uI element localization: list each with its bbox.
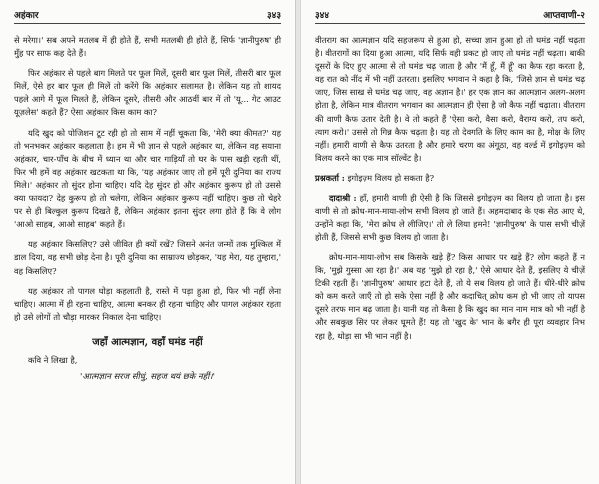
section-heading: जहाँ आत्मज्ञान, वहाँ घमंड नहीं	[92, 336, 203, 348]
left-page	[0, 0, 296, 484]
right-header-title: आप्तवाणी-२	[543, 11, 585, 21]
left-running-header	[14, 8, 281, 24]
left-paragraph-4: यह अहंकार किसलिए? उसे जीवित ही क्यों रखें? जिसने अनंत जन्मों तक मुश्किल में डाल दिया, वह सभी छोड़ देना है। पूरी दुनिया का साम्राज्य छोड़कर, 'यह मेरा, यह तुम्हारा,' वह किसलिए?	[14, 239, 281, 276]
left-page-number: ३४३	[266, 11, 281, 21]
right-paragraph-closing: क्रोध-मान-माया-लोभ सब किसके खड़े हैं? किस आधार पर खड़े हैं? लोग कहते हैं न कि, 'मुझे गुस्सा आ रहा है।' अब यह 'मुझे हो रहा है,' ऐसे आधार देते हैं, इसलिए ये चीज़ें टिकी रहती हैं। 'ज्ञानीपुरुष' आधार हटा देते हैं, तो ये सब विलय हो जाते हैं। धीरे-धीरे क्रोध को कम करते जाएँ तो हो सके ऐसा नहीं है और कदाचित् क्रोध कम हो भी जाए तो यापस दूसरे तरफ मान बढ़ जाता है। यानी यह तो कैसा है कि खुद का मान नाम मात्र को भी नहीं है और सबकुछ सिर पर लेकर घूमते हैं! यह तो 'खुद के' भान के बगैर ही पूरा व्यवहार निभ रहा है, थोड़ा सा भी भान नहीं है।	[315, 251, 585, 341]
right-page	[300, 0, 599, 484]
left-paragraph-5: यह अहंकार तो पागल घोड़ा कहलाती है, रास्ते में पड़ा हुआ हो, फिर भी नहीं लेना चाहिए। आत्मा में ही रहना चाहिए, आत्मा बनकर ही रहना चाहिए और पागल अहंकार रहता हो उसे लोगों तो चौड़ा मारकर निकाल देना चाहिए।	[14, 285, 281, 322]
questioner-label: प्रश्नकर्ता :	[315, 172, 345, 183]
poem-quote: 'आत्मज्ञान सरज सीधुं, सहज थयं छके नहीं।'	[80, 371, 215, 382]
right-paragraph-1: वीतराग का आत्मज्ञान यदि सहजरूप से हुआ हो, सच्चा ज्ञान हुआ हो तो घमंड नहीं चढ़ता है। वीतरागों का दिया हुआ आत्मा, यदि सिर्फ वही प्रकट हो जाए तो घमंड नहीं चढ़ता। बाकी दूसरों के दिए हुए आत्मा से तो घमंड चढ़ जाता है और 'मैं हूँ, मैं हूँ' का कैफ रहा करता है, वह रात को नींद में भी नहीं उतरता। इसलिए भगवान ने कहा है कि, 'जिसे ज्ञान से घमंड चढ़ जाए, जिस साख से घमंड चढ़ जाए, वह अज्ञान है।' हर एक ज्ञान का आत्मज्ञान अलग-अलग होता है, लेकिन मात्र वीतराग भगवान का आत्मज्ञान ही ऐसा है जो कैफ नहीं चढ़ाता। वीतराग की वाणी कैफ उतार देती है। वे तो कहते हैं 'ऐसा करो, वैसा करो, वैराग्य करो, तप करो, त्याग करो।' उससे तो गिन्न कैफ चढ़ता है। यह तो देवगति के लिए काम का है, मोक्ष के लिए नहीं। हमारी वाणी से कैफ उतरता है और हमारे चरण का अंगूठा, वह वर्ल्ड में इगोइज़्म को विलय करने का एक मात्र सॉल्वेंट है।	[315, 35, 585, 163]
answerer-label: दादाश्री :	[329, 192, 357, 203]
quote-intro: कवि ने लिखा है,	[28, 354, 78, 365]
left-header-title: अहंकार	[14, 11, 39, 21]
right-page-number: ३४४	[315, 11, 330, 21]
right-running-header	[315, 8, 585, 24]
left-paragraph-3: यदि खुद को पोजिशन टूट रही हो तो साम में नहीं चूकता कि, 'मेरी क्या कीमत?' यह तो भनभकर अहंकार कहलाता है। हम में भी ज्ञान से पहले अहंकार था, लेकिन वह सयाना अहंकार, चार-पाँच के बीच में ध्यान था और चार गाड़ियाँ तो घर के पास खड़ी रहती थीं, फिर भी हमें वह अहंकार खटकता था कि, 'यह अहंकार जाए तो हमें पूरी दुनिया का राज्य मिले।' अहंकार तो सुंदर होना चाहिए। यदि देह सुंदर हो और अहंकार कुरूप हो तो उससे क्या फायदा? देह कुरूप हो तो चलेगा, लेकिन अहंकार कुरूप नहीं चाहिए। कुछ तो चेहरे पर से ही बिल्कुल कुरूप दिखते हैं, लेकिन अहंकार इतना सुंदर लगा होते हैं कि वे लोग 'आओ साहब, आओ साहब' कहते हैं।	[14, 127, 281, 230]
answer-text: हाँ, हमारी वाणी ही ऐसी है कि जिससे इगोइज़्म का विलय हो जाता है। इस वाणी से तो क्रोध-मान-माया-लोभ सभी विलय हो जाते हैं। अहमदाबाद के एक सेठ आए थे, उन्होंने कहा कि, 'मेरा क्रोध ले लीजिए।' तो ले लिया हमने! 'ज्ञानीपुरुष' के पास सभी चीज़ें होती हैं, जिससे सभी कुछ विलय हो जाता है।	[315, 192, 585, 242]
answer	[315, 192, 585, 244]
question-text: इगोइज़्म विलय हो सकता है?	[347, 172, 435, 183]
left-paragraph-2: फिर अहंकार से पहले बाग मिलते पर फूल मिलें, दूसरी बार फूल मिलें, तीसरी बार फूल मिलें, ऐसे हर बार फूल ही मिलें तो करेंगे कि अहंकार सलामत है। लेकिन यह तो शायद पहले आगे में फूल मिलते हैं, लेकिन दूसरे, तीसरी और आठवीं बार में तो 'यू... गेट आउट यूज़लेस' कहते हैं? ऐसा अहंकार किस काम का?	[14, 68, 281, 118]
left-paragraph-1: से मरेगा।' सब अपने मतलब में ही होते हैं, सभी मतलबी ही होते हैं, सिर्फ 'ज्ञानीपुरुष' ही मुँह पर साफ कह देते हैं।	[14, 35, 281, 59]
question	[315, 172, 585, 185]
